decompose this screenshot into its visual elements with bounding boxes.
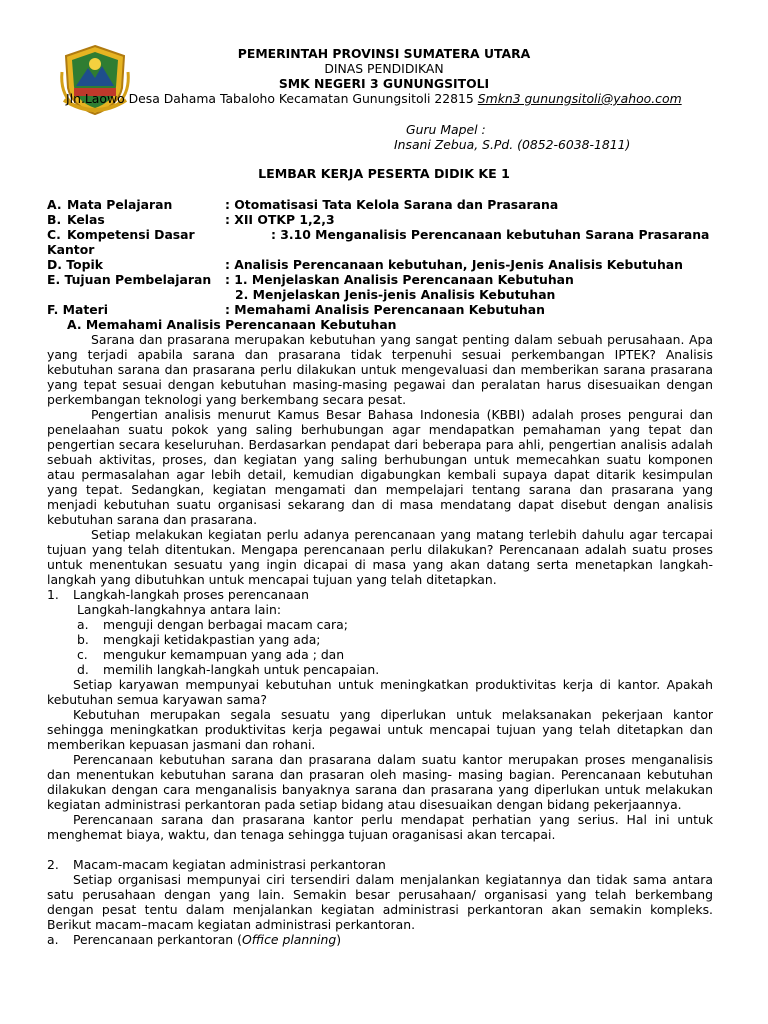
paragraph: Pengertian analisis menurut Kamus Besar Bahasa Indonesia (KBBI) adalah proses pengurai dan penelaahan suatu pokok yang saling berhubungan agar mendapatkan pemahaman yang tepat dan pengertian secara keseluruhan. Berdasarkan pendapat dari beberapa para ahli, pengertian analisis adalah sebuah aktivitas, proses, dan kegiatan yang saling berhubungan untuk memecahkan suatu komponen atau permasalahan agar lebih detail, kemudian digabungkan kembali supaya dapat ditarik kesimpulan yang tepat. Sedangkan, kegiatan mengamati dan mempelajari tentang sarana dan prasarana yang menjadi kebutuhan suatu organisasi sekarang dan di masa mendatang dapat disebut dengan analisis kebutuhan sarana dan prasarana. xyxy=(47,407,713,527)
teacher-info xyxy=(394,122,631,152)
numbered-item-2: 2. Macam-macam kegiatan administrasi perkantoran xyxy=(47,857,386,872)
step-item: c. mengukur kemampuan yang ada ; dan xyxy=(77,647,345,662)
identity-row-topic: D. Topik : Analisis Perencanaan kebutuhan, Jenis-Jenis Analisis Kebutuhan xyxy=(47,257,683,272)
school-address xyxy=(0,91,768,106)
identity-row-material: F. Materi : Memahami Analisis Perencanaan Kebutuhan xyxy=(47,302,545,317)
email-link[interactable]: Smkn3 gunungsitoli@yahoo.com xyxy=(477,91,682,106)
identity-row-class: B. Kelas : XII OTKP 1,2,3 xyxy=(47,212,335,227)
identity-row-objectives-2: 2. Menjelaskan Jenis-jenis Analisis Kebutuhan xyxy=(235,287,556,302)
worksheet-body xyxy=(47,317,713,947)
worksheet-title: LEMBAR KERJA PESERTA DIDIK KE 1 xyxy=(258,166,510,181)
identity-row-objectives: E. Tujuan Pembelajaran : 1. Menjelaskan Analisis Perencanaan Kebutuhan xyxy=(47,272,574,287)
identity-row-competency-cont: Kantor xyxy=(47,242,95,257)
department-name: DINAS PENDIDIKAN xyxy=(324,61,444,76)
paragraph: Perencanaan sarana dan prasarana kantor perlu mendapat perhatian yang serius. Hal ini untuk menghemat biaya, waktu, dan tenaga sehingga tujuan oraganisasi akan tercapai. xyxy=(47,812,713,842)
numbered-item-1: 1. Langkah-langkah proses perencanaan xyxy=(47,587,310,602)
paragraph: Setiap melakukan kegiatan perlu adanya perencanaan yang matang terlebih dahulu agar tercapai tujuan yang telah ditentukan. Mengapa perencanaan perlu dilakukan? Perencanaan adalah suatu proses untuk menentukan sesuatu yang ingin dicapai di masa yang akan datang serta menetapkan langkah-langkah yang dibutuhkan untuk mencapai tujuan yang telah ditetapkan. xyxy=(47,527,713,587)
letterhead xyxy=(0,46,768,106)
govt-name: PEMERINTAH PROVINSI SUMATERA UTARA xyxy=(237,46,531,61)
section-heading-a: A. Memahami Analisis Perencanaan Kebutuhan xyxy=(67,317,397,332)
lettered-item-a: a. Perencanaan perkantoran (Office planning) xyxy=(47,932,342,947)
paragraph: Sarana dan prasarana merupakan kebutuhan yang sangat penting dalam sebuah perusahaan. Apa yang terjadi apabila sarana dan prasarana tidak terpenuhi sesuai perkembangan IPTEK? Analisis kebutuhan sarana dan prasarana perlu dilakukan untuk mengevaluasi dan memberikan sarana prasarana yang tepat sesuai dengan kebutuhan masing-masing pegawai dan peralatan harus disesuaikan dengan perkembangan teknologi yang berkembang secara pesat. xyxy=(47,332,713,407)
step-item: a. menguji dengan berbagai macam cara; xyxy=(77,617,348,632)
paragraph: Setiap karyawan mempunyai kebutuhan untuk meningkatkan produktivitas kerja di kantor. Apakah kebutuhan semua karyawan sama? xyxy=(47,677,713,707)
step-item: d. memilih langkah-langkah untuk pencapaian. xyxy=(77,662,380,677)
identity-row-subject: A. Mata Pelajaran : Otomatisasi Tata Kelola Sarana dan Prasarana xyxy=(47,197,559,212)
school-name: SMK NEGERI 3 GUNUNGSITOLI xyxy=(278,76,490,91)
paragraph: Setiap organisasi mempunyai ciri tersendiri dalam menjalankan kegiatannya dan tidak sama antara satu perusahaan dengan yang lain. Semakin besar perusahaan/ organisasi yang telah berkembang dengan pesat tentu dalam menjalankan kegiatan administrasi perkantoran akan semakin kompleks. Berikut macam–macam kegiatan administrasi perkantoran. xyxy=(47,872,713,932)
identity-block xyxy=(47,197,727,317)
paragraph: Kebutuhan merupakan segala sesuatu yang diperlukan untuk melaksanakan pekerjaan kantor sehingga meningkatkan produktivitas kerja pegawai untuk mencapai tujuan yang telah ditetapkan dan memberikan kepuasan jasmani dan rohani. xyxy=(47,707,713,752)
steps-intro: Langkah-langkahnya antara lain: xyxy=(77,602,281,617)
identity-row-competency: C. Kompetensi Dasar : 3.10 Menganalisis Perencanaan kebutuhan Sarana Prasarana xyxy=(47,227,710,242)
step-item: b. mengkaji ketidakpastian yang ada; xyxy=(77,632,321,647)
teacher-name: Insani Zebua, S.Pd. (0852-6038-1811) xyxy=(394,137,631,152)
address-text: Jln.Laowo Desa Dahama Tabaloho Kecamatan Gunungsitoli 22815 xyxy=(66,91,478,106)
paragraph: Perencanaan kebutuhan sarana dan prasarana dalam suatu kantor merupakan proses menganalisis dan menentukan kebutuhan sarana dan prasaran oleh masing- masing bagian. Perencanaan kebutuhan dilakukan dengan cara menganalisis banyaknya sarana dan prasarana yang diperlukan untuk melakukan kegiatan administrasi perkantoran pada setiap bidang atau disesuaikan dengan bidang pekerjaannya. xyxy=(47,752,713,812)
teacher-label: Guru Mapel : xyxy=(406,122,486,137)
